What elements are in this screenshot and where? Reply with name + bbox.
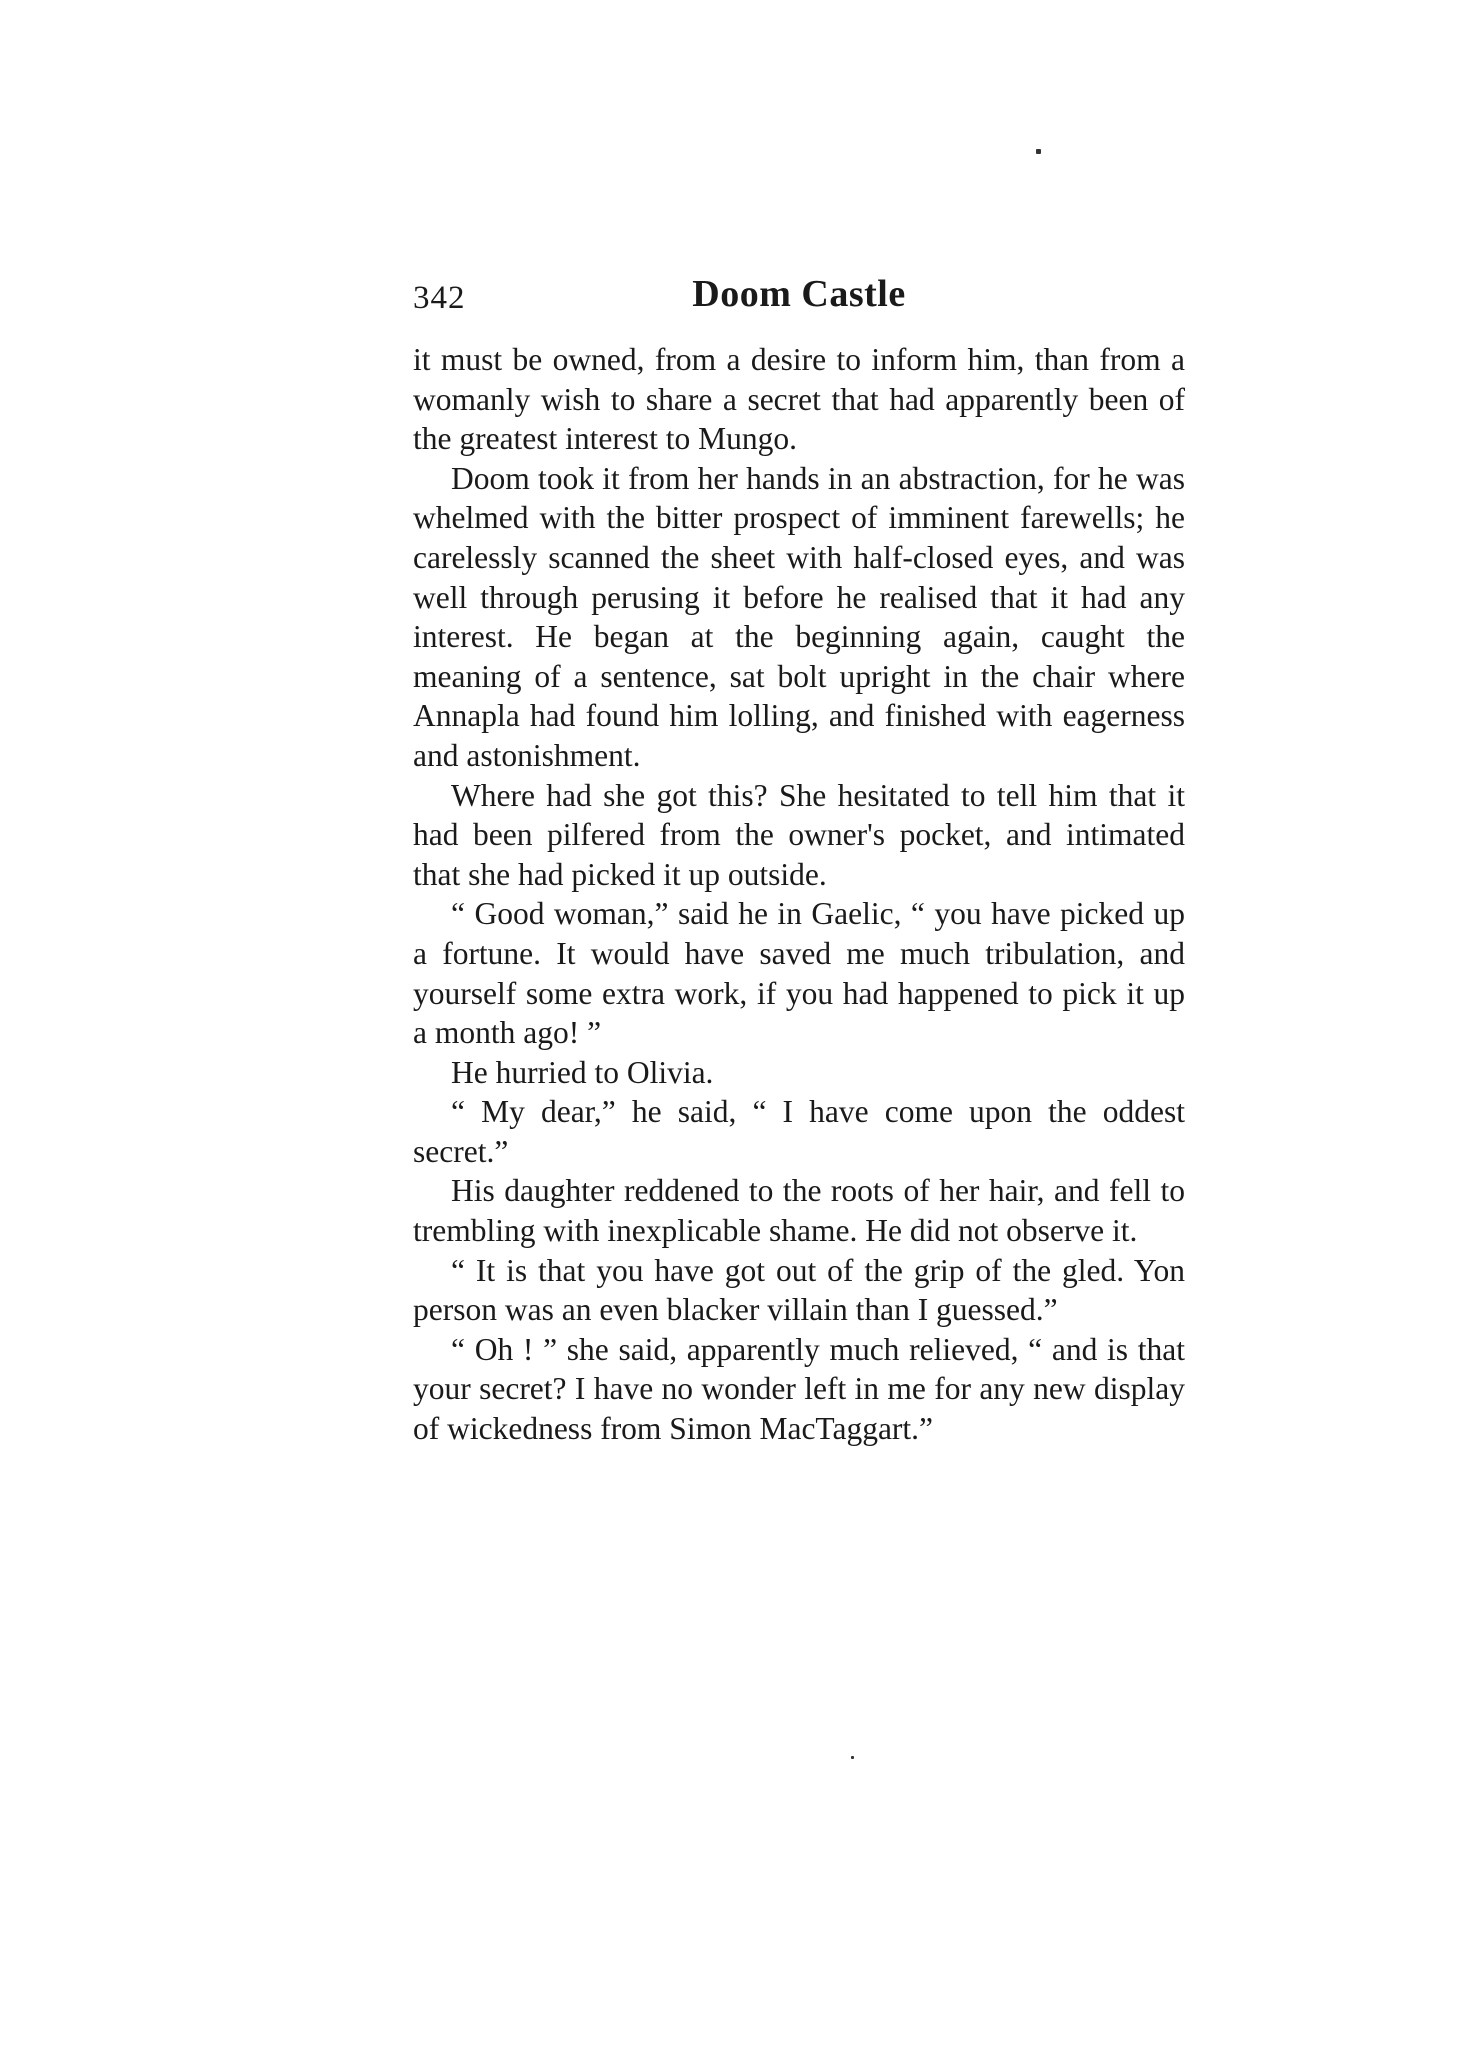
- paragraph-4: “ Good woman,” said he in Gaelic, “ you have picked up a fortune. It would have saved me much tribulation, and yourself some extra work, if you had happened to pick it up a month ago! ”: [413, 896, 1185, 1051]
- book-page: [413, 272, 1185, 1449]
- scan-speck-top: [1036, 149, 1041, 154]
- paragraph-6: “ My dear,” he said, “ I have come upon the oddest secret.”: [413, 1094, 1185, 1169]
- book-title: Doom Castle: [692, 273, 906, 315]
- page-number: 342: [413, 280, 466, 316]
- paragraph-1: it must be owned, from a desire to inform him, than from a womanly wish to share a secret that had apparently been of the greatest interest to Mungo.: [413, 342, 1185, 457]
- body-text: [413, 340, 1185, 1449]
- scan-speck-bottom: [851, 1756, 854, 1759]
- paragraph-9: “ Oh ! ” she said, apparently much relieved, “ and is that your secret? I have no wonder left in me for any new display of wickedness from Simon MacTaggart.”: [413, 1331, 1185, 1447]
- paragraph-5: He hurried to Olivia.: [451, 1054, 714, 1090]
- running-head: [413, 272, 1185, 322]
- paragraph-8: “ It is that you have got out of the grip of the gled. Yon person was an even blacker villain than I guessed.”: [413, 1252, 1185, 1328]
- paragraph-7: His daughter reddened to the roots of her hair, and fell to trembling with inexplicable shame. He did not observe it.: [413, 1173, 1185, 1249]
- paragraph-2: Doom took it from her hands in an abstraction, for he was whelmed with the bitter prospect of imminent farewells; he carelessly scanned the sheet with half-closed eyes, and was well through perusing it before he realised that it had any interest. He began at the beginning again, caught the meaning of a sentence, sat bolt upright in the chair where Annapla had found him lolling, and finished with eagerness and astonishment.: [413, 460, 1185, 773]
- paragraph-3: Where had she got this? She hesitated to tell him that it had been pilfered from the owner's pocket, and intimated that she had picked it up outside.: [413, 777, 1185, 892]
